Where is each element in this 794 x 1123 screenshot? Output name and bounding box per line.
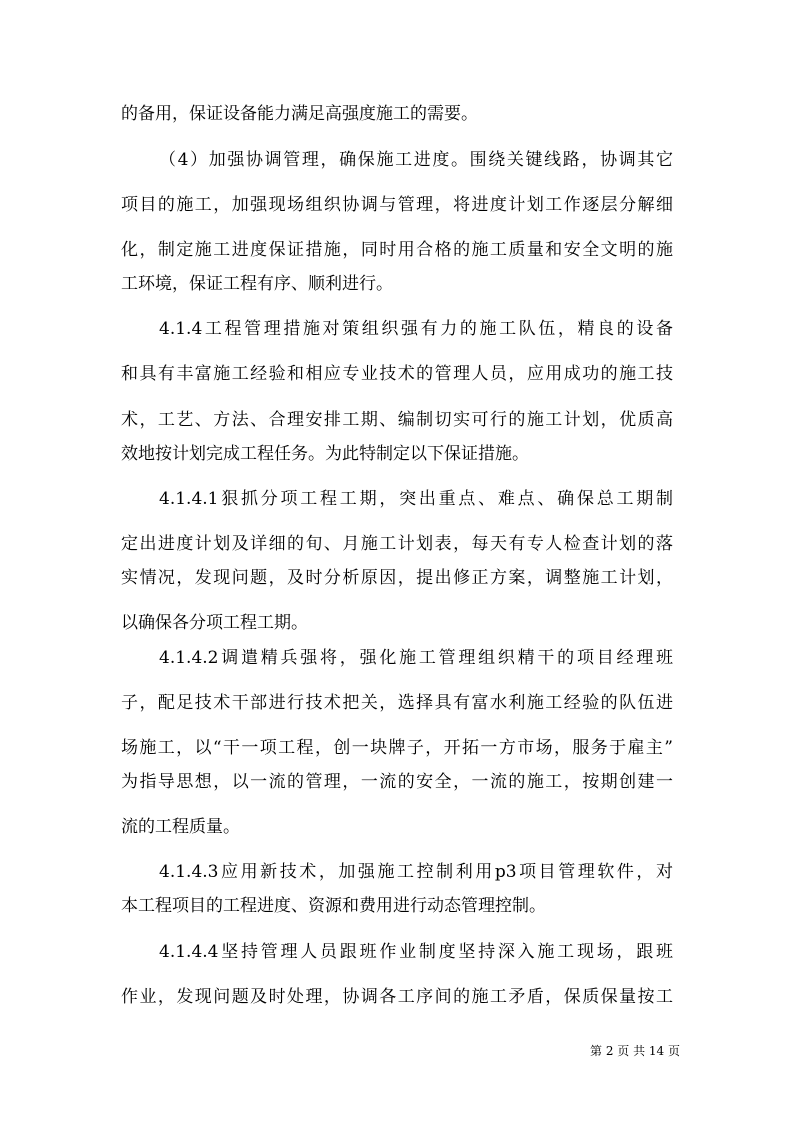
text-line: 的备用，保证设备能力满足高强度施工的需要。 [121,104,478,124]
text-line: 术，工艺、方法、合理安排工期、编制切实可行的施工计划，优质高 [121,410,673,430]
text-line: 为指导思想，以一流的管理，一流的安全，一流的施工，按期创建一 [121,772,673,792]
text-line: 4.1.4工程管理措施对策组织强有力的施工队伍，精良的设备 [159,319,673,339]
text-line: 本工程项目的工程进度、资源和费用进行动态管理控制。 [121,896,546,916]
text-line: 以确保各分项工程工期。 [121,613,308,633]
text-line: （4）加强协调管理，确保施工进度。围绕关键线路，协调其它 [159,150,673,170]
text-line: 4.1.4.4坚持管理人员跟班作业制度坚持深入施工现场，跟班 [159,942,673,962]
text-line: 工环境，保证工程有序、顺利进行。 [121,274,393,294]
text-line: 和具有丰富施工经验和相应专业技术的管理人员，应用成功的施工技 [121,364,673,384]
text-line: 子，配足技术干部进行技术把关，选择具有富水利施工经验的队伍进 [121,693,673,713]
text-line: 实情况，发现问题，及时分析原因，提出修正方案，调整施工计划， [121,568,673,588]
text-line: 场施工，以“干一项工程，创一块牌子，开拓一方市场，服务于雇主” [121,738,673,758]
text-line: 定出进度计划及详细的旬、月施工计划表，每天有专人检查计划的落 [121,534,673,554]
text-line: 4.1.4.2调遣精兵强将，强化施工管理组织精干的项目经理班 [159,648,673,668]
page-number-footer: 第 2 页 共 14 页 [590,1044,680,1058]
text-line: 作业，发现问题及时处理，协调各工序间的施工矛盾，保质保量按工 [121,987,673,1007]
text-line: 化，制定施工进度保证措施，同时用合格的施工质量和安全文明的施 [121,240,673,260]
text-line: 4.1.4.3应用新技术，加强施工控制利用p3项目管理软件，对 [159,862,673,882]
text-line: 4.1.4.1狠抓分项工程工期，突出重点、难点、确保总工期制 [159,489,673,509]
text-line: 项目的施工，加强现场组织协调与管理，将进度计划工作逐层分解细 [121,195,673,215]
text-line: 效地按计划完成工程任务。为此特制定以下保证措施。 [121,444,529,464]
text-line: 流的工程质量。 [121,817,240,837]
